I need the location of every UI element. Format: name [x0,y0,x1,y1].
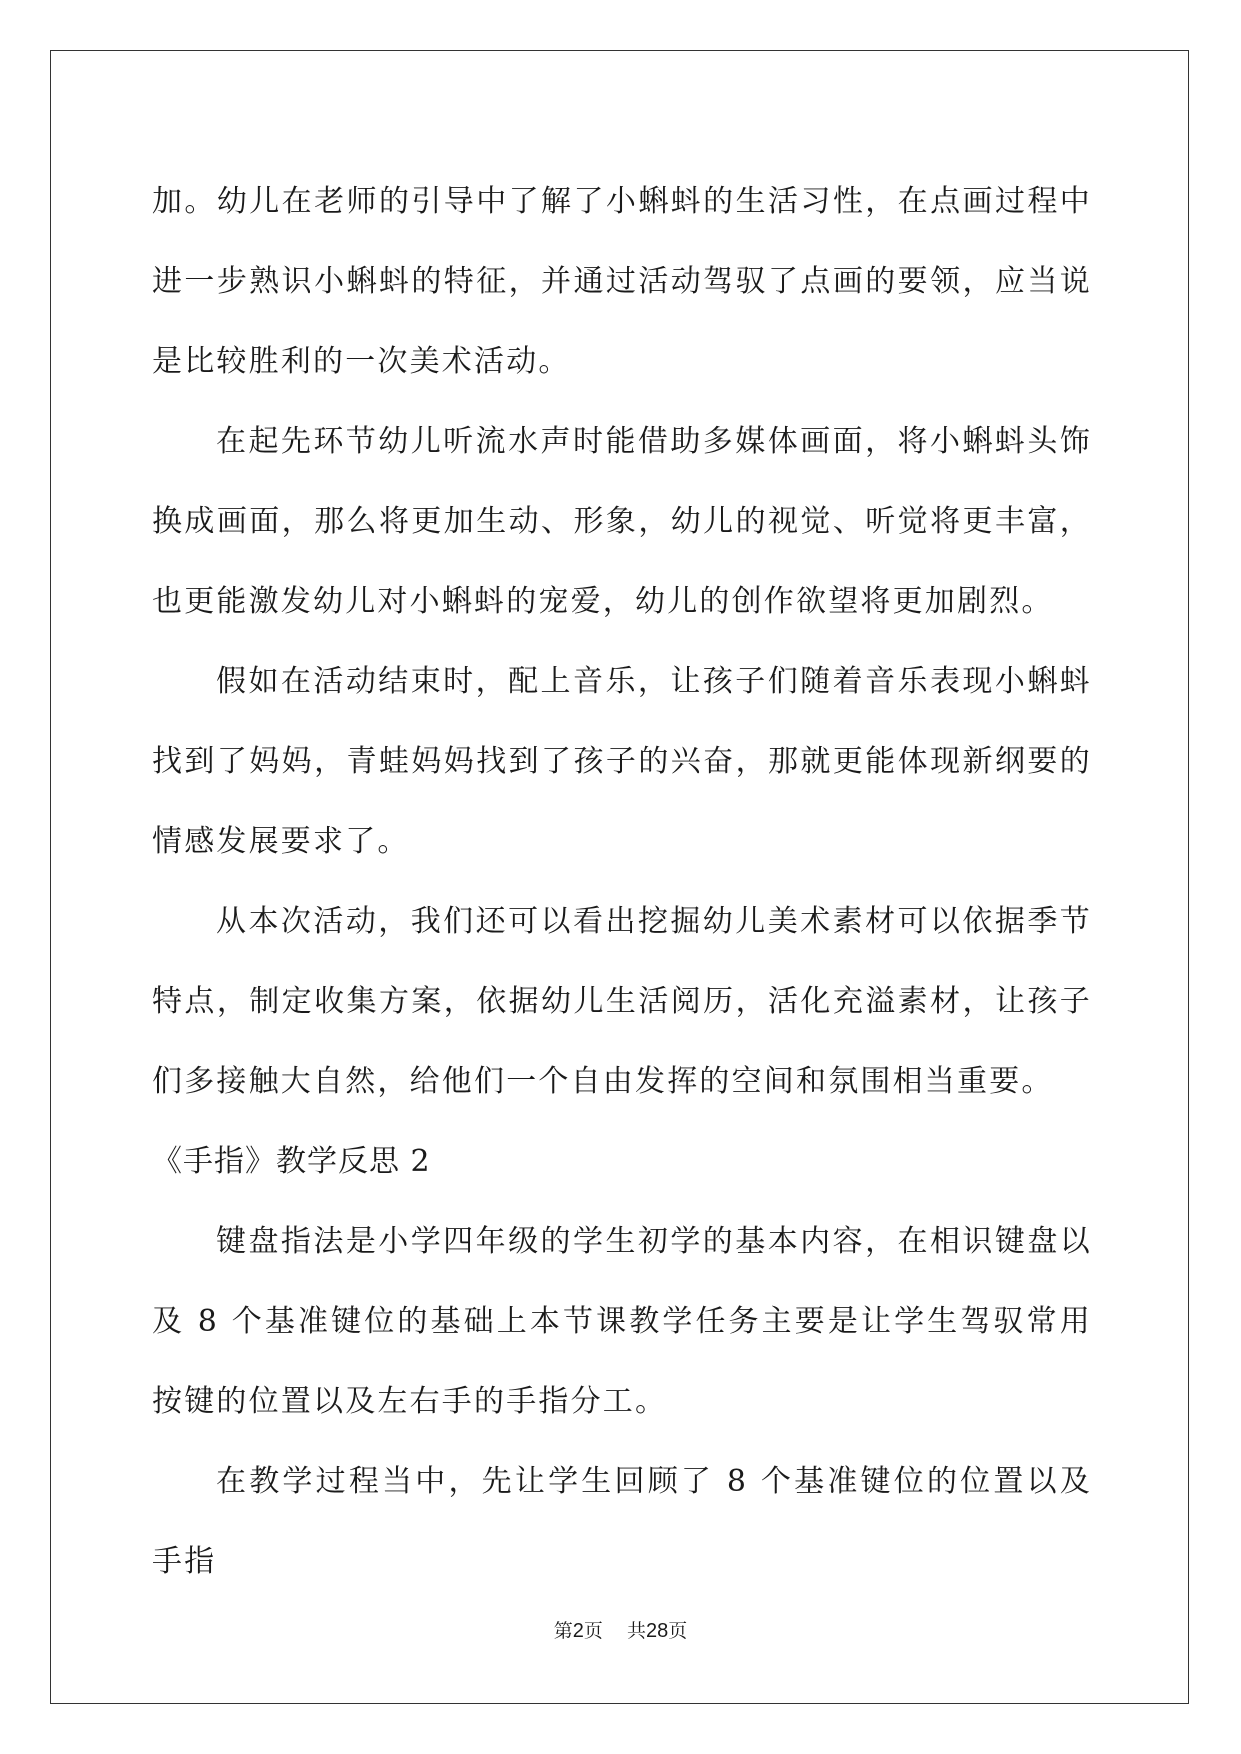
footer-page-number: 2 [572,1620,584,1642]
footer-page-suffix: 页 [583,1620,603,1642]
footer-total-suffix: 页 [668,1620,688,1642]
paragraph: 键盘指法是小学四年级的学生初学的基本内容，在相识键盘以及 8 个基准键位的基础上本节课教学任务主要是让学生驾驭常用按键的位置以及左右手的手指分工。 [152,1224,1092,1419]
footer-total-prefix: 共 [627,1620,647,1642]
paragraph: 从本次活动，我们还可以看出挖掘幼儿美术素材可以依据季节特点，制定收集方案，依据幼儿生活阅历，活化充溢素材，让孩子们多接触大自然，给他们一个自由发挥的空间和氛围相当重要。 [152,904,1092,1099]
footer-total-pages: 28 [646,1620,669,1642]
page-footer [0,1616,1241,1643]
footer-prefix: 第 [553,1620,573,1642]
document-body [152,162,1092,1602]
paragraph: 假如在活动结束时，配上音乐，让孩子们随着音乐表现小蝌蚪找到了妈妈，青蛙妈妈找到了孩子的兴奋，那就更能体现新纲要的情感发展要求了。 [152,664,1092,859]
paragraph: 在起先环节幼儿听流水声时能借助多媒体画面，将小蝌蚪头饰换成画面，那么将更加生动、形象，幼儿的视觉、听觉将更丰富，也更能激发幼儿对小蝌蚪的宠爱，幼儿的创作欲望将更加剧烈。 [152,424,1092,619]
paragraph: 加。幼儿在老师的引导中了解了小蝌蚪的生活习性，在点画过程中进一步熟识小蝌蚪的特征，并通过活动驾驭了点画的要领，应当说是比较胜利的一次美术活动。 [152,184,1092,379]
paragraph: 在教学过程当中，先让学生回顾了 8 个基准键位的位置以及手指 [152,1464,1092,1579]
section-heading: 《手指》教学反思 2 [152,1144,431,1179]
